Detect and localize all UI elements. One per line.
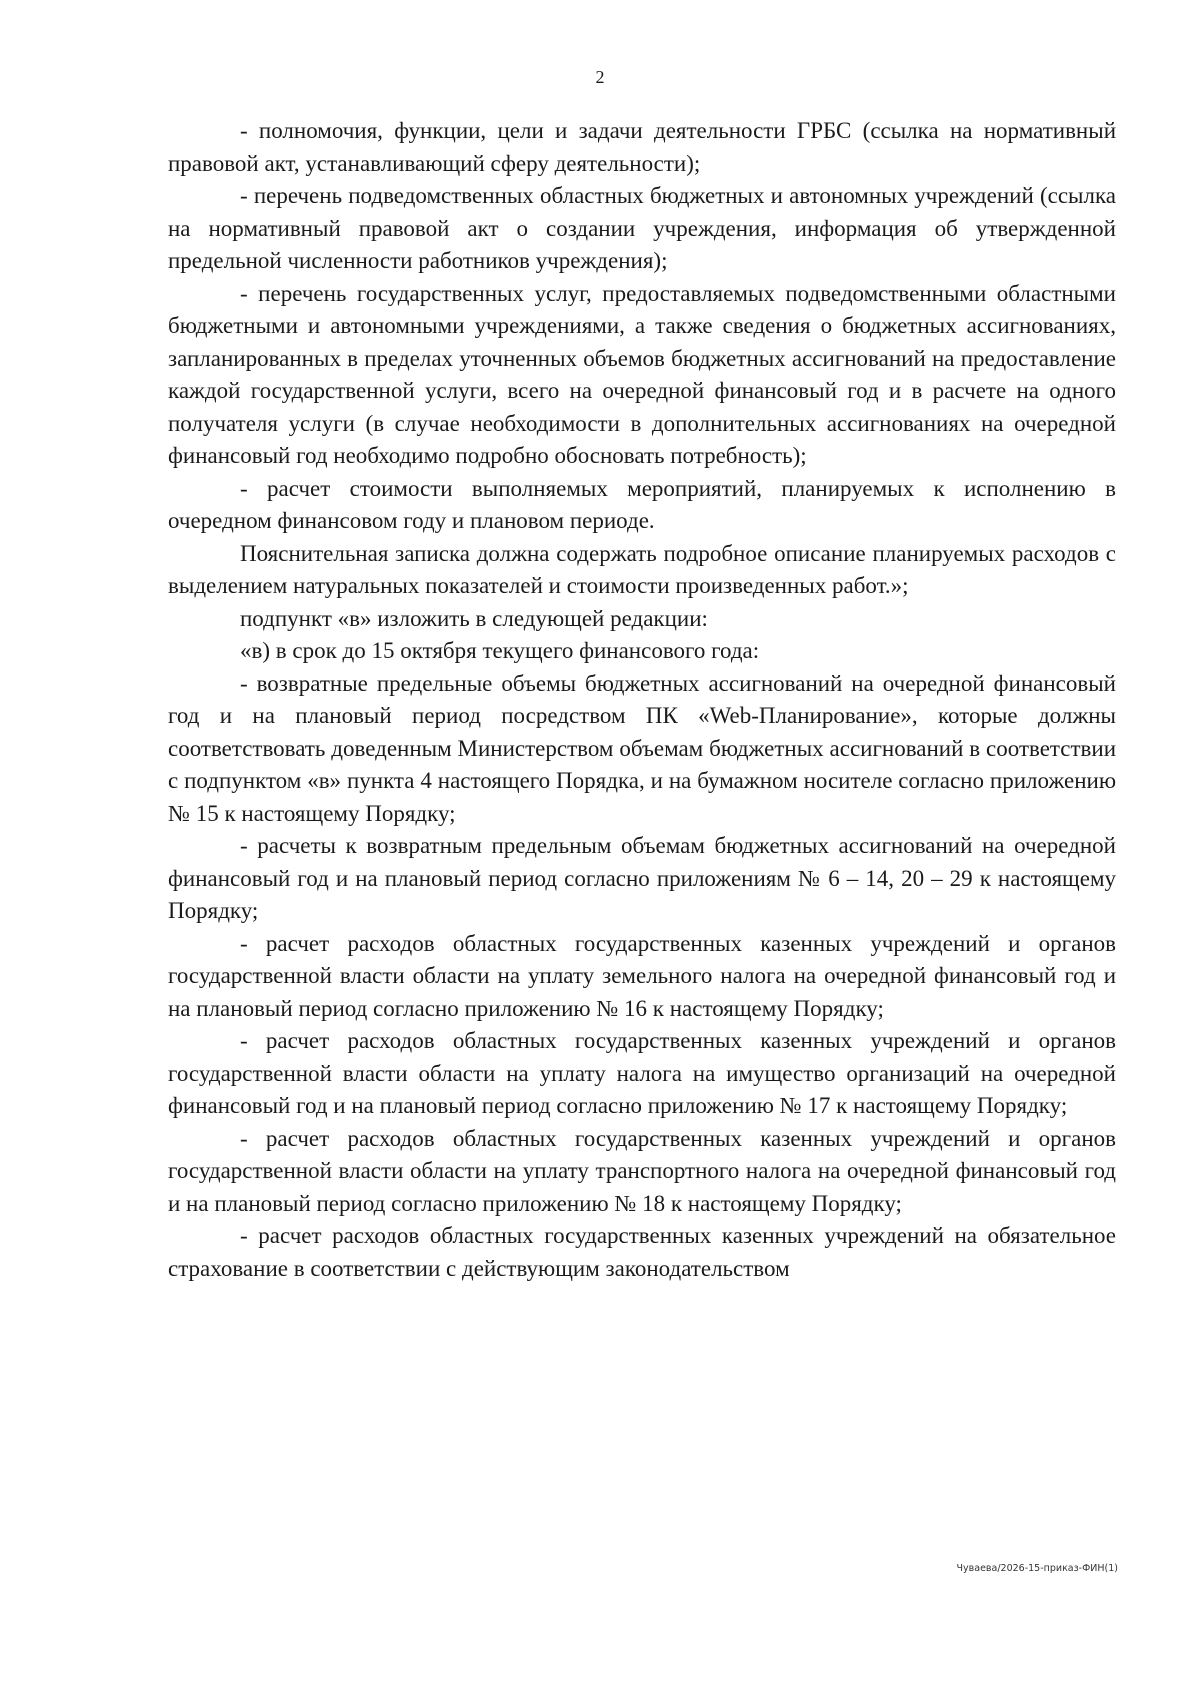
- paragraph-cost-calculation: - расчет стоимости выполняемых мероприятий, планируемых к исполнению в очередном финансовом году и плановом периоде.: [168, 475, 1116, 533]
- page-number: 2: [595, 67, 605, 87]
- document-body: [168, 115, 1116, 1285]
- paragraph-state-services: - перечень государственных услуг, предоставляемых подведомственными областными бюджетными и автономными учреждениями, а также сведения о бюджетных ассигнованиях, запланированных в пределах уточненных объемов бюджетных ассигнований на предоставление каждой государственной услуги, всего на очередной финансовый год и в расчете на одного получателя услуги (в случае необходимости в дополнительных ассигнованиях на очередной финансовый год необходимо подробно обосновать потребность);: [168, 280, 1116, 468]
- paragraph-land-tax: - расчет расходов областных государственных казенных учреждений и органов государственной власти области на уплату земельного налога на очередной финансовый год и на плановый период согласно приложению № 16 к настоящему Порядку;: [168, 930, 1116, 1021]
- paragraph-mandatory-insurance: - расчет расходов областных государственных казенных учреждений на обязательное страхование в соответствии с действующим законодательством: [168, 1223, 1116, 1281]
- paragraph-subitem-v-intro: подпункт «в» изложить в следующей редакции:: [240, 605, 708, 631]
- paragraph-property-tax: - расчет расходов областных государственных казенных учреждений и органов государственной власти области на уплату налога на имущество организаций на очередной финансовый год и на плановый период согласно приложению № 17 к настоящему Порядку;: [168, 1028, 1116, 1118]
- document-footer-code: Чуваева/2026-15-приказ-ФИН(1): [956, 1563, 1118, 1574]
- paragraph-deadline: «в) в срок до 15 октября текущего финансового года:: [240, 638, 760, 663]
- paragraph-grbs-powers: - полномочия, функции, цели и задачи деятельности ГРБС (ссылка на нормативный правовой акт, устанавливающий сферу деятельности);: [168, 118, 1116, 176]
- paragraph-return-limits: - возвратные предельные объемы бюджетных ассигнований на очередной финансовый год и на плановый период посредством ПК «Web-Планирование», которые должны соответствовать доведенным Министерством объемам бюджетных ассигнований в соответствии с подпунктом «в» пункта 4 настоящего Порядка, и на бумажном носителе согласно приложению № 15 к настоящему Порядку;: [168, 670, 1116, 826]
- paragraph-return-calculations: - расчеты к возвратным предельным объемам бюджетных ассигнований на очередной финансовый год и на плановый период согласно приложениям № 6 – 14, 20 – 29 к настоящему Порядку;: [168, 833, 1116, 923]
- paragraph-explanatory-note: Пояснительная записка должна содержать подробное описание планируемых расходов с выделением натуральных показателей и стоимости произведенных работ.»;: [168, 540, 1116, 598]
- paragraph-subordinate-institutions: - перечень подведомственных областных бюджетных и автономных учреждений (ссылка на нормативный правовой акт о создании учреждения, информация об утвержденной предельной численности работников учреждения);: [168, 183, 1116, 273]
- paragraph-transport-tax: - расчет расходов областных государственных казенных учреждений и органов государственной власти области на уплату транспортного налога на очередной финансовый год и на плановый период согласно приложению № 18 к настоящему Порядку;: [168, 1125, 1116, 1216]
